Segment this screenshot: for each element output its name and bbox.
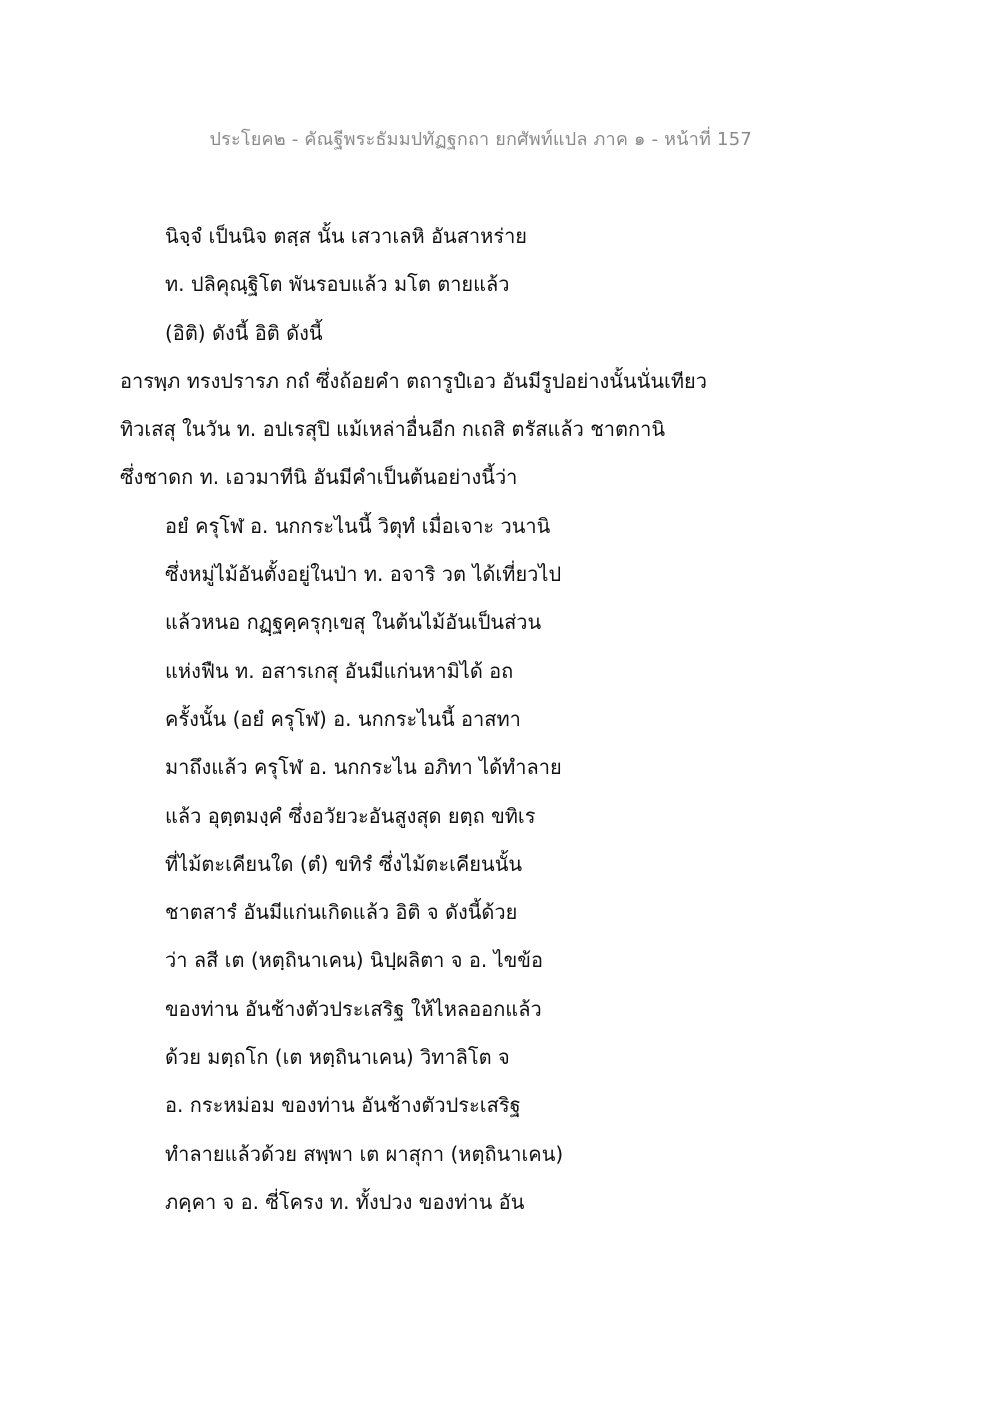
text-line: ทำลายแล้วด้วย สพฺพา เต ผาสุกา (หตฺถินาเคน)	[165, 1141, 564, 1166]
text-line: (อิติ) ดังนี้ อิติ ดังนี้	[165, 320, 323, 345]
text-line: แล้วหนอ กฏฺฐคฺครุกฺเขสุ ในต้นไม้อันเป็นส่วน	[165, 610, 542, 635]
text-line: ทิวเสสุ ในวัน ท. อปเรสุปิ แม้เหล่าอื่นอีก กเถสิ ตรัสแล้ว ชาตกานิ	[120, 417, 665, 442]
text-line: นิจฺจํ เป็นนิจ ตสฺส นั้น เสวาเลหิ อันสาหร่าย	[165, 224, 528, 248]
text-line: ภคฺคา จ อ. ซี่โครง ท. ทั้งปวง ของท่าน อัน	[165, 1189, 525, 1214]
text-line: อารพฺภ ทรงปรารภ กถํ ซึ่งถ้อยคำ ตถารูปํเอว อันมีรูปอย่างนั้นนั่นเทียว	[120, 368, 707, 393]
text-line: ที่ไม้ตะเคียนใด (ตํ) ขทิรํ ซึ่งไม้ตะเคียนนั้น	[165, 851, 523, 876]
text-line: อยํ ครุโฬ อ. นกกระไนนี้ วิตุทํ เมื่อเจาะ วนานิ	[165, 513, 551, 538]
text-line: ชาตสารํ อันมีแก่นเกิดแล้ว อิติ จ ดังนี้ด้วย	[165, 900, 518, 925]
page-header: ประโยค๒ - คัณฐีพระธัมมปทัฏฐกถา ยกศัพท์แปล ภาค ๑ - หน้าที่ 157	[209, 129, 752, 150]
text-line: ครั้งนั้น (อยํ ครุโฬ) อ. นกกระไนนี้ อาสทา	[165, 706, 521, 731]
text-line: ซึ่งชาดก ท. เอวมาทีนิ อันมีคำเป็นต้นอย่างนี้ว่า	[120, 465, 518, 490]
text-line: ของท่าน อันช้างตัวประเสริฐ ให้ไหลออกแล้ว	[165, 996, 542, 1021]
text-line: มาถึงแล้ว ครุโฬ อ. นกกระไน อภิทา ได้ทำลาย	[165, 755, 562, 780]
text-line: ซึ่งหมู่ไม้อันตั้งอยู่ในป่า ท. อจาริ วต ได้เที่ยวไป	[165, 562, 562, 587]
body-text	[0, 212, 1000, 1226]
text-line: อ. กระหม่อม ของท่าน อันช้างตัวประเสริฐ	[165, 1093, 521, 1118]
text-line: แห่งฟืน ท. อสารเกสุ อันมีแก่นหามิได้ อถ	[165, 658, 514, 683]
text-line: ท. ปลิคุณฺฐิโต พันรอบแล้ว มโต ตายแล้ว	[165, 272, 510, 297]
text-line: แล้ว อุตฺตมงฺคํ ซึ่งอวัยวะอันสูงสุด ยตฺถ ขทิเร	[165, 803, 536, 828]
text-line: ว่า ลสี เต (หตฺถินาเคน) นิปฺผลิตา จ อ. ไขข้อ	[165, 948, 543, 973]
text-line: ด้วย มตฺถโก (เต หตฺถินาเคน) วิทาลิโต จ	[165, 1045, 510, 1070]
